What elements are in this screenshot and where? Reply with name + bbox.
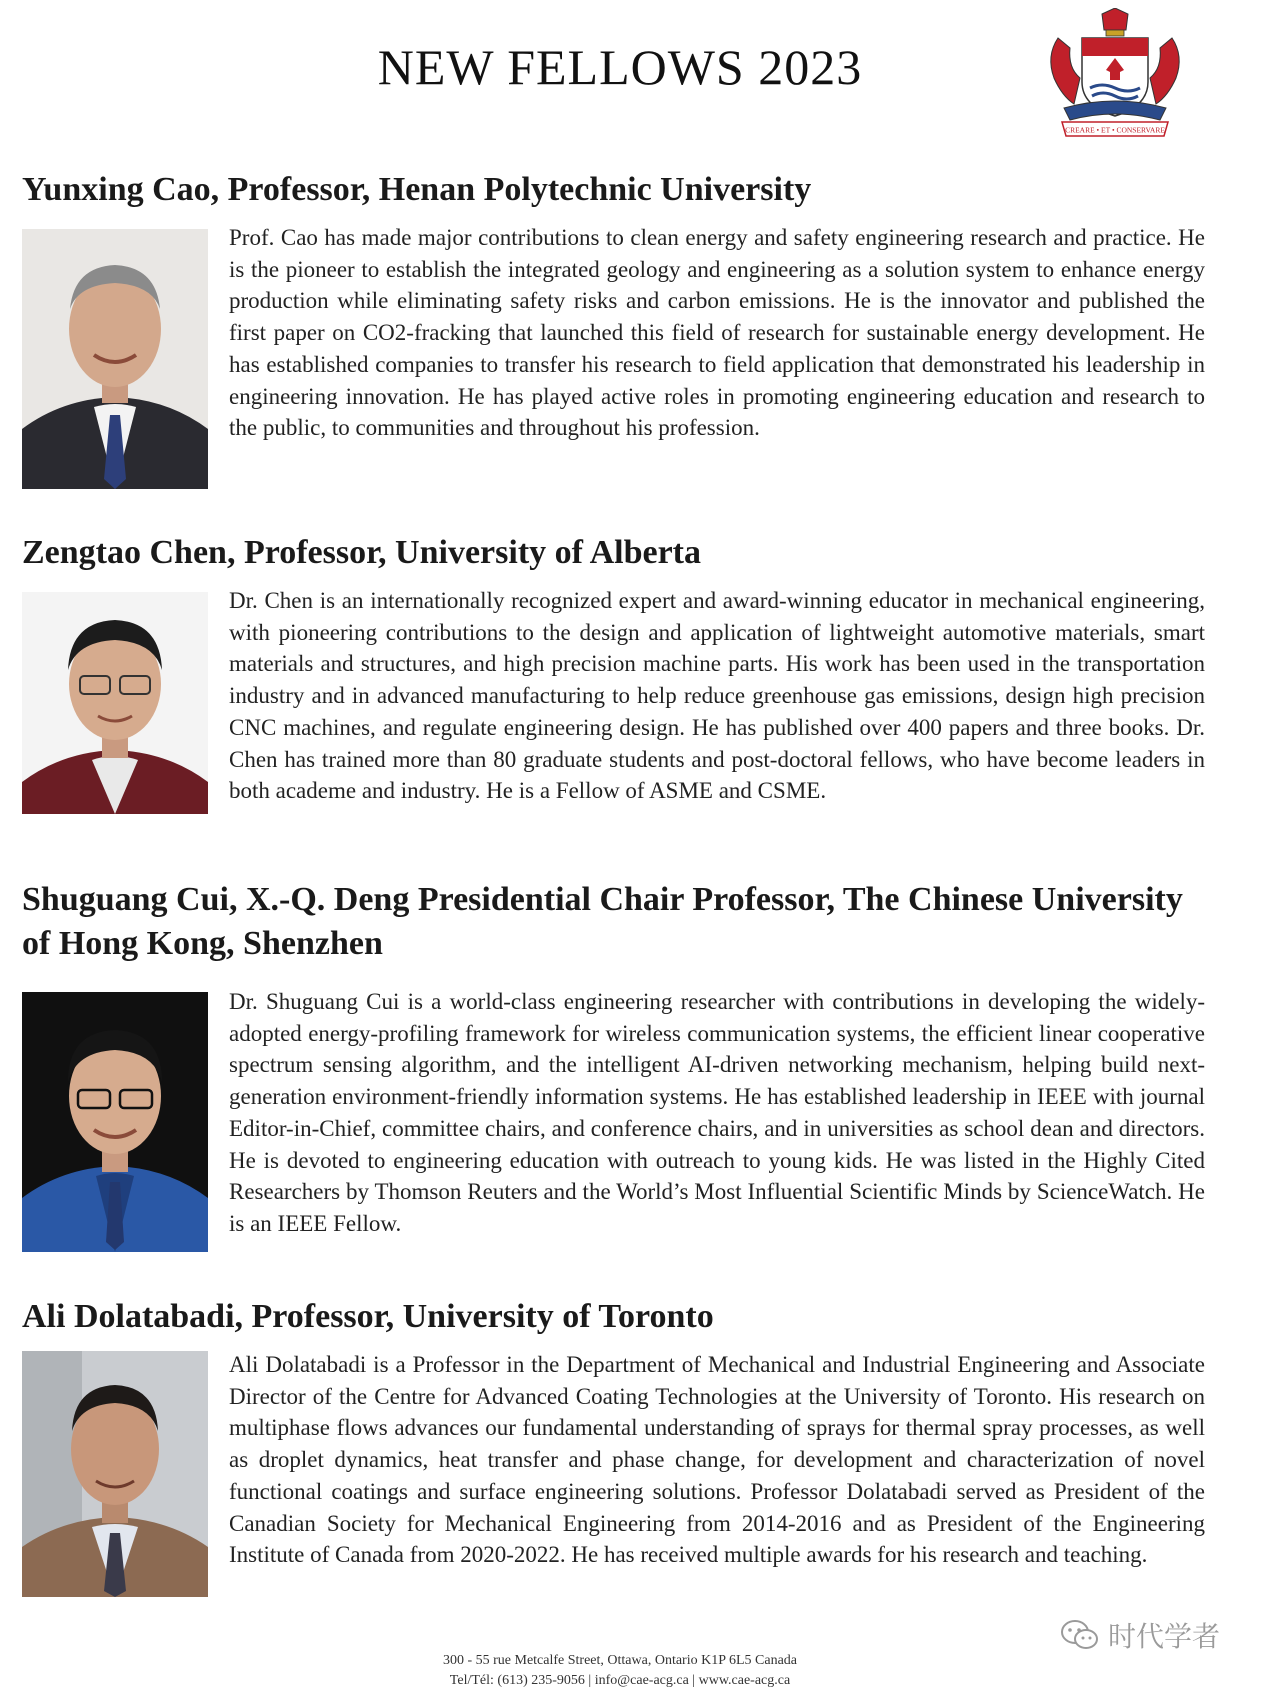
fellow-portrait-photo (22, 992, 208, 1252)
fellow-name: Shuguang Cui, X.-Q. Deng Presidential Chair Professor, The Chinese University of Hong Kong, Shenzhen (22, 881, 1183, 962)
fellow-entry (22, 878, 1212, 1236)
crest-motto: CREARE • ET • CONSERVARE (1065, 125, 1165, 135)
fellow-portrait-photo (22, 1351, 208, 1597)
fellow-bio: Prof. Cao has made major contributions to clean energy and safety engineering research and practice. He is the pioneer to establish the integrated geology and engineering as a solution system to enhance energy production while eliminating safety risks and carbon emissions. He is the innovator and published the first paper on CO2-fracking that launched this field of research for sustainable energy development. He has established companies to transfer his research to field application that demonstrated his leadership in engineering innovation. He has played active roles in promoting engineering education and research to the public, to communities and throughout his profession. (229, 225, 1205, 441)
fellow-portrait-photo (22, 592, 208, 814)
wechat-icon (1060, 1618, 1100, 1652)
fellow-bio: Ali Dolatabadi is a Professor in the Department of Mechanical and Industrial Engineering and Associate Director of the Centre for Advanced Coating Technologies at the University of Toronto. His research on multiphase flows advances our fundamental understanding of sprays for thermal spray processes, as well as droplet dynamics, heat transfer and phase change, for development and characterization of novel functional coatings and surface engineering solutions. Professor Dolatabadi served as President of the Canadian Society for Mechanical Engineering from 2014-2016 and as President of the Engineering Institute of Canada from 2020-2022. He has received multiple awards for his research and teaching. (229, 1352, 1205, 1568)
footer-contact: Tel/Tél: (613) 235-9056 | info@cae-acg.ca | www.cae-acg.ca (449, 1673, 791, 1688)
fellow-entry (22, 531, 1212, 804)
academy-crest-logo (1040, 8, 1190, 144)
watermark-label: 时代学者 (1108, 1620, 1221, 1653)
page-title: NEW FELLOWS 2023 (377, 39, 863, 95)
fellow-name: Yunxing Cao, Professor, Henan Polytechnic University (22, 171, 812, 208)
fellow-bio: Dr. Chen is an internationally recognized expert and award-winning educator in mechanical engineering, with pioneering contributions to the design and application of lightweight automotive materials, smart materials and structures, and high precision machine parts. His work has been used in the transportation industry and in advanced manufacturing to help reduce greenhouse gas emissions, design high precision CNC machines, and regulate engineering design. He has published over 400 papers and three books. Dr. Chen has trained more than 80 graduate students and post-doctoral fellows, who have become leaders in both academe and industry. He is a Fellow of ASME and CSME. (229, 588, 1205, 804)
fellow-entry (22, 1295, 1212, 1568)
fellow-portrait-photo (22, 229, 208, 489)
fellow-name: Zengtao Chen, Professor, University of Alberta (22, 534, 702, 571)
fellow-name: Ali Dolatabadi, Professor, University of Toronto (22, 1298, 714, 1335)
fellow-bio: Dr. Shuguang Cui is a world-class engineering researcher with contributions in developing the widely-adopted energy-profiling framework for wireless communication systems, the efficient linear cooperative spectrum sensing algorithm, and the intelligent AI-driven networking mechanism, helping build next-generation environment-friendly information systems. He has established leadership in IEEE with journal Editor-in-Chief, committee chairs, and conference chairs, and in universities as school dean and directors. He is devoted to engineering education with outreach to young kids. He was listed in the Highly Cited Researchers by Thomson Reuters and the World’s Most Influential Scientific Minds by ScienceWatch. He is an IEEE Fellow. (229, 989, 1205, 1236)
footer-address: 300 - 55 rue Metcalfe Street, Ottawa, Ontario K1P 6L5 Canada (442, 1653, 798, 1668)
wechat-watermark (1060, 1617, 1220, 1653)
fellow-entry (22, 168, 1212, 441)
